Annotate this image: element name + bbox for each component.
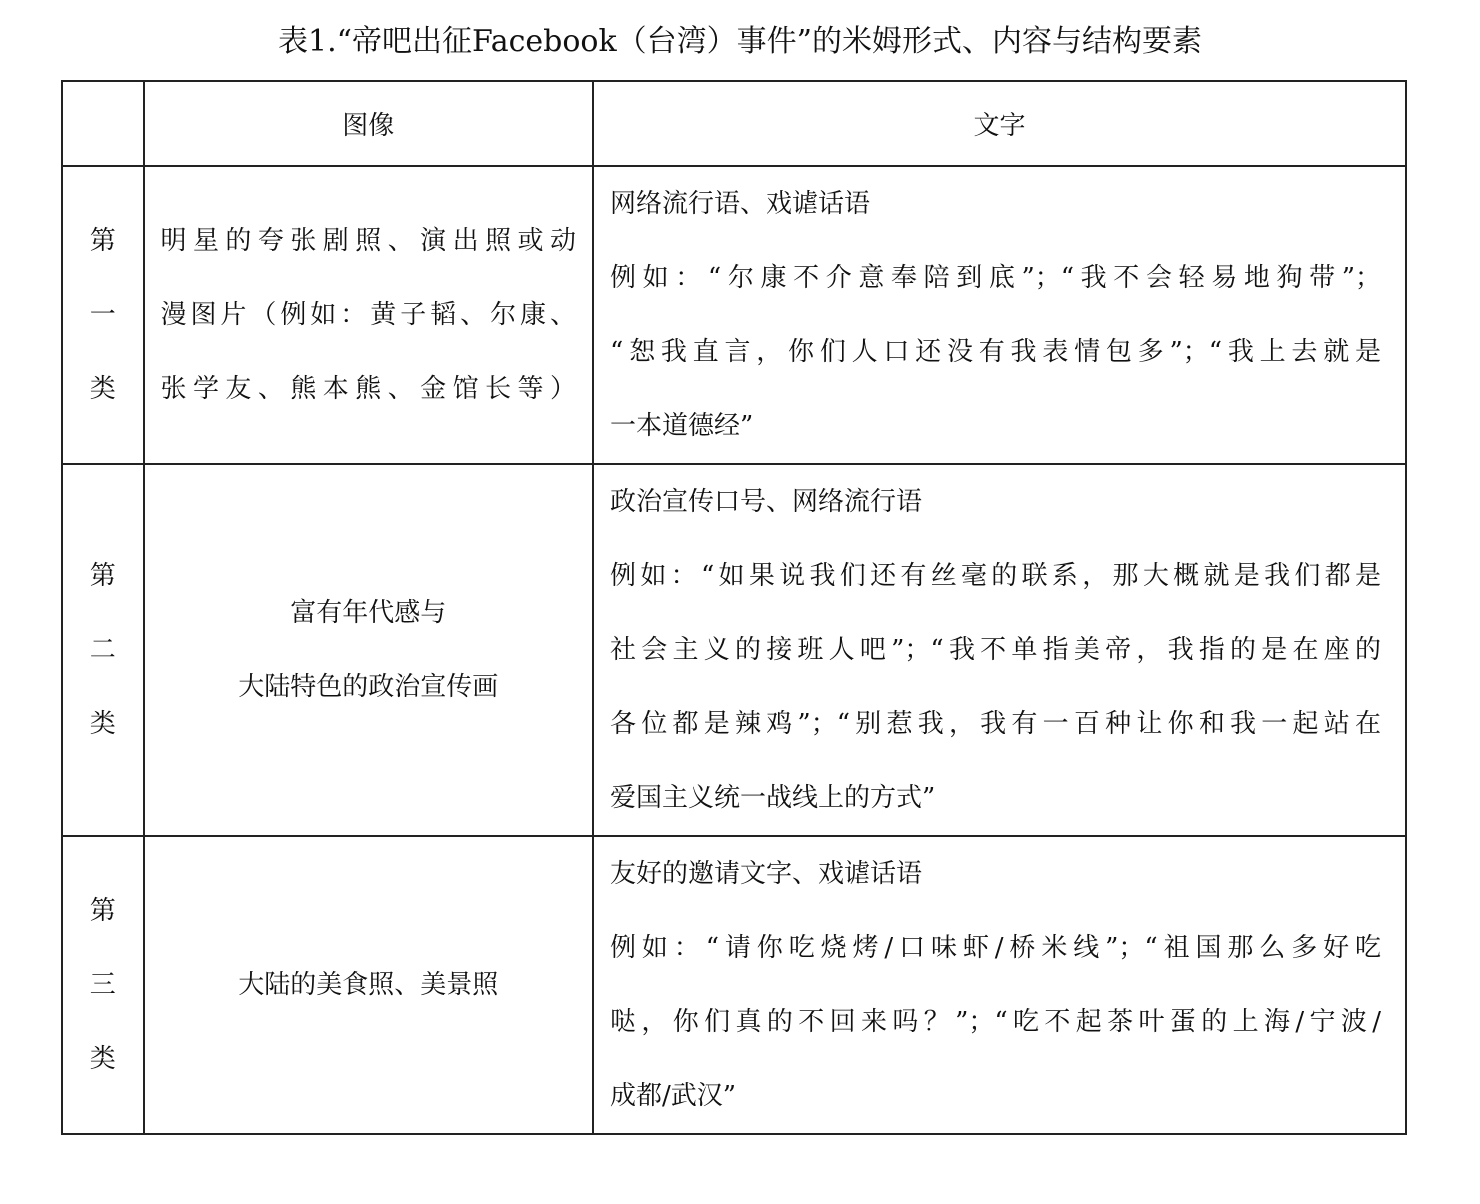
text-line: 网络流行语、戏谑话语 [610, 189, 871, 219]
image-line: 明星的夸张剧照、演出照或动 [160, 226, 577, 256]
category-char: 类 [89, 1044, 116, 1074]
text-line: 一本道德经” [610, 411, 754, 441]
image-line: 富有年代感与 [290, 598, 447, 628]
header-image: 图像 [144, 81, 594, 166]
category-cell [62, 166, 144, 464]
table-header-row [62, 81, 1406, 166]
category-cell [62, 464, 144, 836]
text-line: 成都/武汉” [610, 1081, 737, 1111]
image-line: 漫图片（例如：黄子韬、尔康、 [160, 300, 577, 330]
text-cell [593, 166, 1406, 464]
meme-elements-table [61, 80, 1407, 1135]
table-row [62, 836, 1406, 1134]
text-line: 各位都是辣鸡”；“别惹我，我有一百种让你和我一起站在 [610, 709, 1381, 739]
category-char: 类 [89, 709, 116, 739]
image-cell [144, 166, 594, 464]
image-line: 张学友、熊本熊、金馆长等） [160, 374, 577, 404]
category-char: 第 [89, 561, 116, 591]
header-category [62, 81, 144, 166]
text-line: 例如：“尔康不介意奉陪到底”；“我不会轻易地狗带”； [610, 263, 1381, 293]
category-char: 第 [89, 896, 116, 926]
table-title: 表1.“帝吧出征Facebook（台湾）事件”的米姆形式、内容与结构要素 [277, 24, 1203, 59]
text-line: 爱国主义统一战线上的方式” [610, 783, 936, 813]
header-text: 文字 [593, 81, 1406, 166]
category-char: 第 [89, 226, 116, 256]
table-row [62, 464, 1406, 836]
text-line: 友好的邀请文字、戏谑话语 [610, 859, 923, 889]
text-line: 例如：“如果说我们还有丝毫的联系，那大概就是我们都是 [610, 561, 1381, 591]
category-char: 二 [89, 635, 116, 665]
image-cell [144, 836, 594, 1134]
image-line: 大陆的美食照、美景照 [238, 970, 499, 1000]
text-line: 例如：“请你吃烧烤/口味虾/桥米线”；“祖国那么多好吃 [610, 933, 1381, 963]
image-cell [144, 464, 594, 836]
text-cell [593, 836, 1406, 1134]
image-line: 大陆特色的政治宣传画 [238, 672, 499, 702]
table-row [62, 166, 1406, 464]
category-cell [62, 836, 144, 1134]
text-cell [593, 464, 1406, 836]
category-char: 一 [89, 300, 116, 330]
category-char: 三 [89, 970, 116, 1000]
text-line: 哒，你们真的不回来吗？”；“吃不起茶叶蛋的上海/宁波/ [610, 1007, 1381, 1037]
text-line: 社会主义的接班人吧”；“我不单指美帝，我指的是在座的 [610, 635, 1381, 665]
category-char: 类 [89, 374, 116, 404]
text-line: “恕我直言，你们人口还没有我表情包多”；“我上去就是 [610, 337, 1381, 367]
text-line: 政治宣传口号、网络流行语 [610, 487, 923, 517]
